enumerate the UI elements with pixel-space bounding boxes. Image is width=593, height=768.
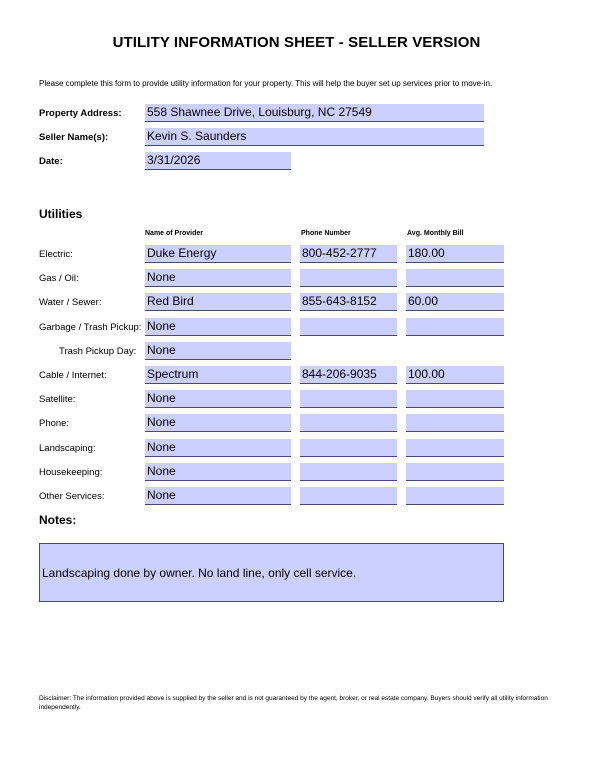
monthly-bill-field[interactable]: 100.00 bbox=[406, 366, 504, 384]
monthly-bill-field[interactable] bbox=[406, 439, 504, 457]
utility-row-label: Gas / Oil: bbox=[39, 273, 79, 284]
property-address-label: Property Address: bbox=[39, 108, 122, 119]
notes-text: Landscaping done by owner. No land line, only cell service. bbox=[42, 565, 357, 580]
utility-row-label: Phone: bbox=[39, 418, 70, 429]
phone-field[interactable] bbox=[300, 487, 397, 505]
notes-field[interactable] bbox=[39, 543, 504, 602]
monthly-bill-field[interactable] bbox=[406, 463, 504, 481]
phone-field[interactable]: 800-452-2777 bbox=[300, 245, 397, 263]
utility-row-label: Trash Pickup Day: bbox=[59, 346, 137, 357]
provider-field[interactable]: None bbox=[145, 269, 291, 287]
monthly-bill-field[interactable] bbox=[406, 487, 504, 505]
disclaimer-text: Disclaimer: The information provided above is supplied by the seller and is not guaranteed by the agent, broker, or real estate company. Buyers should verify all utility information independently. bbox=[39, 695, 548, 711]
phone-field[interactable] bbox=[300, 439, 397, 457]
provider-field[interactable]: None bbox=[145, 390, 291, 408]
phone-column-header: Phone Number bbox=[301, 230, 351, 237]
utility-row-label: Other Services: bbox=[39, 491, 105, 502]
page-title: UTILITY INFORMATION SHEET - SELLER VERSION bbox=[112, 34, 481, 51]
phone-field[interactable] bbox=[300, 414, 397, 432]
provider-field[interactable]: None bbox=[145, 487, 291, 505]
date-label: Date: bbox=[39, 156, 63, 167]
provider-field[interactable]: None bbox=[145, 414, 291, 432]
phone-field[interactable]: 844-206-9035 bbox=[300, 366, 397, 384]
utility-row-label: Water / Sewer: bbox=[39, 297, 102, 308]
provider-field[interactable]: Red Bird bbox=[145, 293, 291, 311]
seller-name-field[interactable]: Kevin S. Saunders bbox=[145, 128, 484, 146]
utility-row-label: Electric: bbox=[39, 249, 73, 260]
monthly-bill-field[interactable]: 180.00 bbox=[406, 245, 504, 263]
phone-field[interactable] bbox=[300, 390, 397, 408]
utility-row-label: Satellite: bbox=[39, 394, 76, 405]
provider-field[interactable]: Duke Energy bbox=[145, 245, 291, 263]
intro-text: Please complete this form to provide utility information for your property. This will help the buyer set up services prior to move-in. bbox=[39, 79, 493, 88]
phone-field[interactable] bbox=[300, 269, 397, 287]
provider-field[interactable]: None bbox=[145, 342, 291, 360]
utility-row-label: Landscaping: bbox=[39, 443, 96, 454]
seller-name-label: Seller Name(s): bbox=[39, 132, 109, 143]
monthly-bill-field[interactable] bbox=[406, 318, 504, 336]
utility-row-label: Cable / Internet: bbox=[39, 370, 107, 381]
bill-column-header: Avg. Monthly Bill bbox=[407, 230, 464, 237]
phone-field[interactable]: 855-643-8152 bbox=[300, 293, 397, 311]
phone-field[interactable] bbox=[300, 463, 397, 481]
date-field[interactable]: 3/31/2026 bbox=[145, 152, 291, 170]
provider-field[interactable]: None bbox=[145, 463, 291, 481]
phone-field[interactable] bbox=[300, 318, 397, 336]
monthly-bill-field[interactable] bbox=[406, 390, 504, 408]
utility-row-label: Housekeeping: bbox=[39, 467, 103, 478]
provider-column-header: Name of Provider bbox=[145, 230, 203, 237]
monthly-bill-field[interactable]: 60.00 bbox=[406, 293, 504, 311]
utilities-heading: Utilities bbox=[39, 207, 83, 221]
notes-heading: Notes: bbox=[39, 513, 77, 527]
property-address-field[interactable]: 558 Shawnee Drive, Louisburg, NC 27549 bbox=[145, 104, 484, 122]
utility-row-label: Garbage / Trash Pickup: bbox=[39, 322, 142, 333]
provider-field[interactable]: None bbox=[145, 439, 291, 457]
provider-field[interactable]: Spectrum bbox=[145, 366, 291, 384]
monthly-bill-field[interactable] bbox=[406, 414, 504, 432]
provider-field[interactable]: None bbox=[145, 318, 291, 336]
monthly-bill-field[interactable] bbox=[406, 269, 504, 287]
